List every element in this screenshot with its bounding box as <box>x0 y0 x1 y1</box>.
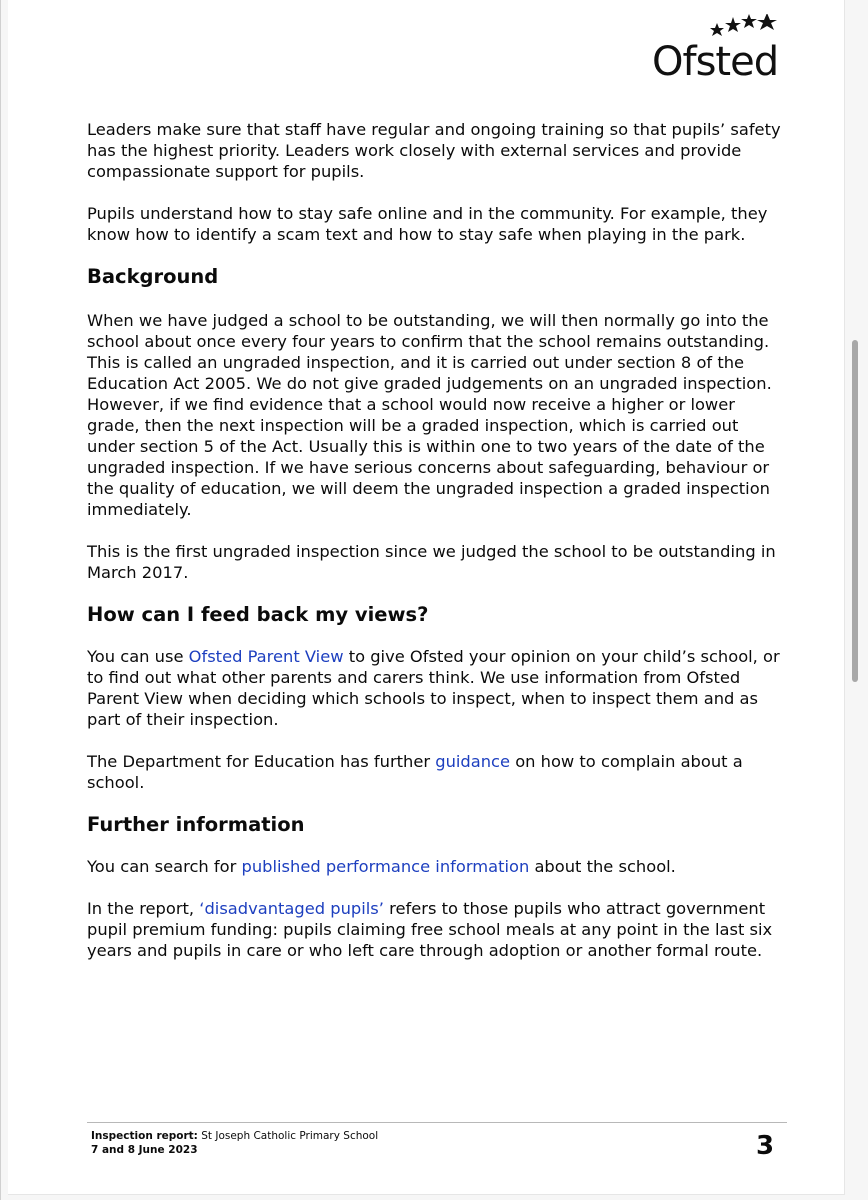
footer-info <box>91 1129 378 1157</box>
further-information-heading: Further information <box>87 813 305 836</box>
feedback-paragraph-1 <box>87 646 787 730</box>
guidance-link[interactable]: guidance <box>435 752 511 771</box>
footer-label: Inspection report: <box>91 1130 198 1142</box>
text-segment: about the school. <box>529 857 676 876</box>
feedback-heading: How can I feed back my views? <box>87 603 429 626</box>
feedback-paragraph-2 <box>87 751 787 793</box>
footer-report-line <box>91 1129 378 1143</box>
footer-divider <box>87 1122 787 1123</box>
safety-paragraph-1: Leaders make sure that staff have regular and ongoing training so that pupils’ safety has the highest priority. Leaders work closely with external services and provide compassionate support for pupils. <box>87 120 781 181</box>
further-paragraph-1 <box>87 856 787 877</box>
performance-information-link[interactable]: published performance information <box>241 857 530 876</box>
document-page <box>8 0 845 1195</box>
footer-school: St Joseph Catholic Primary School <box>197 1130 379 1142</box>
safety-paragraph-2: Pupils understand how to stay safe online and in the community. For example, they know how to identify a scam text and how to stay safe when playing in the park. <box>87 204 768 244</box>
ofsted-parent-view-link[interactable]: Ofsted Parent View <box>188 647 344 666</box>
text-segment: You can search for <box>87 857 242 876</box>
text-segment: on how to complain about a school. <box>87 752 743 792</box>
text-segment: refers to those pupils who attract government pupil premium funding: pupils claiming free school meals at any point in the last six years and pupils in care or who left care through adoption or another formal route. <box>87 899 773 960</box>
background-paragraph-2: This is the first ungraded inspection since we judged the school to be outstanding in March 2017. <box>87 542 776 582</box>
page-number: 3 <box>756 1131 775 1161</box>
text-segment: You can use <box>87 647 189 666</box>
left-edge-line <box>0 0 1 1200</box>
scrollbar-thumb[interactable] <box>852 340 858 682</box>
background-paragraph-1: When we have judged a school to be outstanding, we will then normally go into the school about once every four years to confirm that the school remains outstanding. This is called an ungraded inspection, and it is carried out under section 8 of the Education Act 2005. We do not give graded judgements on an ungraded inspection. However, if we find evidence that a school would now receive a higher or lower grade, then the next inspection will be a graded inspection, which is carried out under section 5 of the Act. Usually this is within one to two years of the date of the ungraded inspection. If we have serious concerns about safeguarding, behaviour or the quality of education, we will deem the ungraded inspection a graded inspection immediately. <box>87 311 772 519</box>
further-paragraph-2 <box>87 898 787 961</box>
disadvantaged-pupils-link[interactable]: ‘disadvantaged pupils’ <box>199 899 384 918</box>
ofsted-logo <box>652 14 784 85</box>
report-content <box>87 119 787 961</box>
footer-dates: 7 and 8 June 2023 <box>91 1144 198 1156</box>
background-heading: Background <box>87 265 219 288</box>
text-segment: The Department for Education has further <box>87 752 436 771</box>
text-segment: In the report, <box>87 899 200 918</box>
logo-wordmark: Ofsted <box>652 39 779 85</box>
text-segment: to give Ofsted your opinion on your child’s school, or to find out what other parents and carers think. We use information from Ofsted Parent View when deciding which schools to inspect, when to inspect them and as part of their inspection. <box>87 647 780 729</box>
